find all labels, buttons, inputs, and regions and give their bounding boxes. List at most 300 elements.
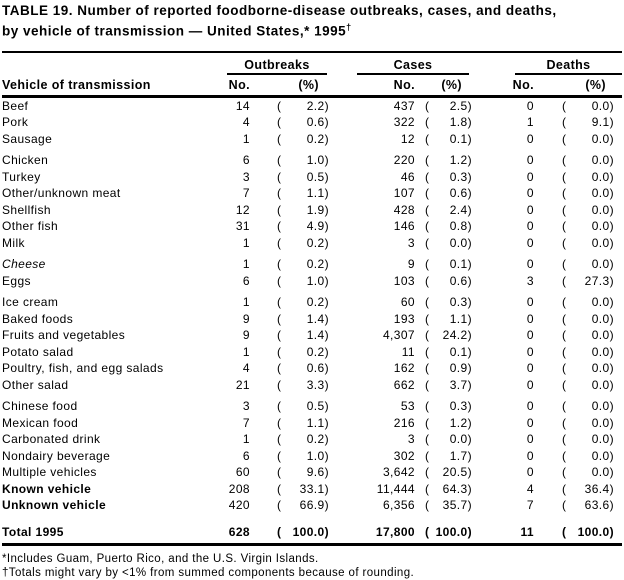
pct-text: 100.0) — [293, 524, 329, 541]
deaths-pct-value — [562, 311, 614, 328]
pct-text: 1.9) — [307, 202, 329, 219]
pct-text: 0.8) — [450, 218, 472, 235]
outbreaks-pct-cell — [250, 273, 329, 290]
deaths-no-cell: 7 — [472, 497, 534, 514]
pct-text: 0.0) — [592, 185, 614, 202]
open-paren: ( — [277, 185, 281, 202]
pct-text: 0.5) — [307, 398, 329, 415]
open-paren: ( — [425, 202, 429, 219]
outbreaks-pct-cell — [250, 169, 329, 186]
outbreaks-no-cell: 7 — [208, 185, 250, 202]
cases-pct-cell — [415, 415, 472, 432]
group-header-row — [2, 53, 622, 75]
open-paren: ( — [562, 360, 566, 377]
cases-no-cell: 3 — [329, 235, 415, 252]
pct-text: 1.4) — [307, 311, 329, 328]
pct-text: 0.0) — [592, 235, 614, 252]
pct-text: 0.1) — [450, 131, 472, 148]
deaths-pct-value — [562, 327, 614, 344]
cases-pct-cell — [415, 448, 472, 465]
open-paren: ( — [562, 448, 566, 465]
footnotes — [2, 553, 622, 580]
pct-text: 33.1) — [300, 481, 329, 498]
open-paren: ( — [277, 481, 281, 498]
cases-pct-cell — [415, 377, 472, 394]
pct-text: 3.7) — [450, 377, 472, 394]
outbreaks-no-cell: 4 — [208, 360, 250, 377]
row-label: Carbonated drink — [2, 431, 208, 448]
outbreaks-pct-cell — [250, 464, 329, 481]
open-paren: ( — [277, 218, 281, 235]
outbreaks-pct-value — [277, 98, 329, 115]
deaths-pct-value — [562, 169, 614, 186]
deaths-no-cell: 0 — [472, 169, 534, 186]
pct-text: 0.6) — [307, 360, 329, 377]
pct-text: 0.3) — [450, 294, 472, 311]
open-paren: ( — [562, 294, 566, 311]
cases-pct-cell — [415, 251, 472, 273]
open-paren: ( — [562, 398, 566, 415]
outbreaks-pct-value — [277, 218, 329, 235]
pct-text: 2.5) — [450, 98, 472, 115]
row-label: Ice cream — [2, 289, 208, 311]
outbreaks-pct-value — [277, 327, 329, 344]
cases-pct-value — [425, 431, 472, 448]
open-paren: ( — [562, 152, 566, 169]
pct-text: 2.2) — [307, 98, 329, 115]
deaths-pct-cell — [534, 311, 622, 328]
outbreaks-pct-cell — [250, 96, 329, 114]
outbreaks-pct-cell — [250, 448, 329, 465]
open-paren: ( — [562, 114, 566, 131]
cases-pct-cell — [415, 481, 472, 498]
open-paren: ( — [277, 464, 281, 481]
outbreaks-pct-cell — [250, 185, 329, 202]
pct-text: 0.0) — [592, 398, 614, 415]
open-paren: ( — [562, 202, 566, 219]
cases-pct-cell — [415, 431, 472, 448]
pct-text: 66.9) — [300, 497, 329, 514]
cases-pct-cell — [415, 360, 472, 377]
open-paren: ( — [562, 327, 566, 344]
outbreaks-pct-value — [277, 235, 329, 252]
pct-text: 0.5) — [307, 169, 329, 186]
open-paren: ( — [562, 344, 566, 361]
cases-no-cell: 437 — [329, 96, 415, 114]
table-row — [2, 185, 622, 202]
row-label: Turkey — [2, 169, 208, 186]
table-body — [2, 96, 622, 545]
open-paren: ( — [562, 235, 566, 252]
open-paren: ( — [562, 131, 566, 148]
cases-no-cell: 662 — [329, 377, 415, 394]
outbreaks-no-cell: 1 — [208, 344, 250, 361]
open-paren: ( — [425, 377, 429, 394]
outbreaks-pct-value — [277, 497, 329, 514]
deaths-no-cell: 0 — [472, 448, 534, 465]
cases-pct-value — [425, 152, 472, 169]
open-paren: ( — [425, 344, 429, 361]
deaths-pct-value — [562, 398, 614, 415]
open-paren: ( — [562, 98, 566, 115]
cases-pct-cell — [415, 327, 472, 344]
cases-pct-value — [425, 131, 472, 148]
cases-pct-cell — [415, 147, 472, 169]
row-label: Eggs — [2, 273, 208, 290]
total-row — [2, 514, 622, 545]
data-table — [2, 53, 622, 547]
cases-pct-value — [425, 344, 472, 361]
open-paren: ( — [425, 256, 429, 273]
deaths-no-cell: 0 — [472, 360, 534, 377]
outbreaks-pct-value — [277, 185, 329, 202]
deaths-pct-value — [562, 448, 614, 465]
cases-pct-cell — [415, 514, 472, 545]
cases-no-cell: 428 — [329, 202, 415, 219]
pct-text: 0.2) — [307, 235, 329, 252]
pct-text: 0.2) — [307, 431, 329, 448]
cases-pct-value — [425, 415, 472, 432]
pct-text: 1.1) — [307, 185, 329, 202]
table-row — [2, 114, 622, 131]
open-paren: ( — [277, 98, 281, 115]
cases-pct-cell — [415, 185, 472, 202]
outbreaks-no-cell: 6 — [208, 273, 250, 290]
outbreaks-pct-cell — [250, 202, 329, 219]
deaths-pct-value — [562, 497, 614, 514]
table-row — [2, 497, 622, 514]
deaths-pct-value — [562, 98, 614, 115]
outbreaks-pct-value — [277, 431, 329, 448]
open-paren: ( — [425, 360, 429, 377]
cases-pct-cell — [415, 273, 472, 290]
cases-pct-value — [425, 360, 472, 377]
deaths-pct-cell — [534, 464, 622, 481]
open-paren: ( — [425, 481, 429, 498]
row-label: Multiple vehicles — [2, 464, 208, 481]
open-paren: ( — [425, 169, 429, 186]
cases-pct-value — [425, 256, 472, 273]
deaths-pct-value — [562, 185, 614, 202]
cases-pct-cell — [415, 464, 472, 481]
outbreaks-pct-value — [277, 311, 329, 328]
pct-text: 0.0) — [592, 98, 614, 115]
row-label: Fruits and vegetables — [2, 327, 208, 344]
deaths-no-cell: 0 — [472, 251, 534, 273]
cases-no-cell: 3 — [329, 431, 415, 448]
footnote-dagger: †Totals might vary by <1% from summed components because of rounding. — [2, 567, 622, 580]
pct-text: 1.1) — [307, 415, 329, 432]
deaths-no-cell: 0 — [472, 202, 534, 219]
outbreaks-no-cell: 1 — [208, 251, 250, 273]
pct-text: 0.0) — [592, 131, 614, 148]
open-paren: ( — [425, 235, 429, 252]
outbreaks-no-cell: 12 — [208, 202, 250, 219]
table-row — [2, 218, 622, 235]
cases-pct-value — [425, 497, 472, 514]
cases-pct-value — [425, 114, 472, 131]
cases-pct-cell — [415, 393, 472, 415]
deaths-no-cell: 1 — [472, 114, 534, 131]
open-paren: ( — [277, 235, 281, 252]
outbreaks-no-cell: 1 — [208, 289, 250, 311]
row-label: Mexican food — [2, 415, 208, 432]
table-title-line2: by vehicle of transmission — United States,* 1995† — [2, 19, 622, 40]
pct-text: 0.2) — [307, 131, 329, 148]
deaths-pct-cell — [534, 185, 622, 202]
open-paren: ( — [277, 311, 281, 328]
open-paren: ( — [562, 256, 566, 273]
deaths-pct-value — [562, 202, 614, 219]
pct-text: 2.4) — [450, 202, 472, 219]
open-paren: ( — [425, 218, 429, 235]
cases-pct-value — [425, 377, 472, 394]
cases-pct-value — [425, 311, 472, 328]
cases-no-cell: 4,307 — [329, 327, 415, 344]
open-paren: ( — [425, 98, 429, 115]
table-row — [2, 131, 622, 148]
table-row — [2, 169, 622, 186]
outbreaks-no-cell: 1 — [208, 131, 250, 148]
outbreaks-pct-cell — [250, 514, 329, 545]
cases-pct-cell — [415, 497, 472, 514]
row-label: Nondairy beverage — [2, 448, 208, 465]
deaths-no-cell: 0 — [472, 185, 534, 202]
cases-pct-value — [425, 524, 472, 541]
table-row — [2, 360, 622, 377]
open-paren: ( — [562, 273, 566, 290]
pct-text: 0.1) — [450, 256, 472, 273]
open-paren: ( — [277, 327, 281, 344]
pct-text: 64.3) — [443, 481, 472, 498]
vehicle-column-header: Vehicle of transmission — [2, 75, 208, 97]
table-row — [2, 344, 622, 361]
deaths-pct-value — [562, 481, 614, 498]
outbreaks-pct-value — [277, 360, 329, 377]
open-paren: ( — [562, 377, 566, 394]
pct-text: 0.0) — [592, 256, 614, 273]
open-paren: ( — [425, 524, 429, 541]
pct-text: 0.9) — [450, 360, 472, 377]
deaths-no-cell: 0 — [472, 415, 534, 432]
outbreaks-no-header: No. — [208, 75, 250, 97]
pct-text: 1.0) — [307, 273, 329, 290]
row-label: Other fish — [2, 218, 208, 235]
deaths-no-cell: 0 — [472, 464, 534, 481]
outbreaks-pct-value — [277, 131, 329, 148]
deaths-no-header: No. — [472, 75, 534, 97]
group-header-cases: Cases — [329, 53, 472, 75]
table-row — [2, 327, 622, 344]
cases-pct-value — [425, 218, 472, 235]
outbreaks-no-cell: 9 — [208, 311, 250, 328]
outbreaks-pct-value — [277, 481, 329, 498]
pct-text: 0.2) — [307, 256, 329, 273]
open-paren: ( — [277, 415, 281, 432]
deaths-pct-cell — [534, 251, 622, 273]
open-paren: ( — [277, 131, 281, 148]
footnote-asterisk: *Includes Guam, Puerto Rico, and the U.S. Virgin Islands. — [2, 553, 622, 567]
deaths-no-cell: 0 — [472, 96, 534, 114]
cases-no-cell: 220 — [329, 147, 415, 169]
outbreaks-pct-header: (%) — [250, 75, 329, 97]
outbreaks-pct-cell — [250, 311, 329, 328]
cases-pct-value — [425, 273, 472, 290]
pct-text: 0.0) — [592, 202, 614, 219]
open-paren: ( — [425, 152, 429, 169]
open-paren: ( — [277, 169, 281, 186]
pct-text: 0.0) — [592, 294, 614, 311]
row-label: Pork — [2, 114, 208, 131]
cases-pct-cell — [415, 96, 472, 114]
cases-no-cell: 53 — [329, 393, 415, 415]
open-paren: ( — [425, 497, 429, 514]
pct-text: 0.1) — [450, 344, 472, 361]
pct-text: 0.3) — [450, 398, 472, 415]
row-label: Chicken — [2, 147, 208, 169]
table-row — [2, 273, 622, 290]
table-row — [2, 431, 622, 448]
deaths-pct-cell — [534, 514, 622, 545]
cases-no-cell: 302 — [329, 448, 415, 465]
pct-text: 0.0) — [592, 327, 614, 344]
deaths-pct-cell — [534, 360, 622, 377]
outbreaks-pct-cell — [250, 289, 329, 311]
row-label: Shellfish — [2, 202, 208, 219]
table-row — [2, 147, 622, 169]
cases-no-cell: 46 — [329, 169, 415, 186]
cases-no-cell: 216 — [329, 415, 415, 432]
outbreaks-no-cell: 628 — [208, 514, 250, 545]
pct-text: 1.0) — [307, 152, 329, 169]
cases-pct-value — [425, 398, 472, 415]
open-paren: ( — [425, 131, 429, 148]
open-paren: ( — [425, 464, 429, 481]
open-paren: ( — [425, 415, 429, 432]
cases-pct-value — [425, 481, 472, 498]
cases-no-cell: 146 — [329, 218, 415, 235]
outbreaks-pct-value — [277, 273, 329, 290]
cases-pct-value — [425, 448, 472, 465]
deaths-pct-cell — [534, 131, 622, 148]
deaths-pct-value — [562, 235, 614, 252]
pct-text: 0.3) — [450, 169, 472, 186]
cases-pct-cell — [415, 169, 472, 186]
table-row — [2, 202, 622, 219]
deaths-pct-header: (%) — [534, 75, 622, 97]
cases-no-cell: 17,800 — [329, 514, 415, 545]
deaths-pct-value — [562, 360, 614, 377]
deaths-no-cell: 11 — [472, 514, 534, 545]
deaths-pct-cell — [534, 147, 622, 169]
deaths-no-cell: 0 — [472, 218, 534, 235]
cases-pct-header: (%) — [415, 75, 472, 97]
outbreaks-pct-cell — [250, 235, 329, 252]
deaths-pct-cell — [534, 202, 622, 219]
pct-text: 0.0) — [592, 415, 614, 432]
cases-pct-value — [425, 464, 472, 481]
table-row — [2, 251, 622, 273]
outbreaks-pct-value — [277, 202, 329, 219]
deaths-pct-value — [562, 377, 614, 394]
open-paren: ( — [562, 481, 566, 498]
outbreaks-no-cell: 14 — [208, 96, 250, 114]
outbreaks-pct-cell — [250, 218, 329, 235]
outbreaks-pct-cell — [250, 131, 329, 148]
row-label: Potato salad — [2, 344, 208, 361]
open-paren: ( — [277, 202, 281, 219]
outbreaks-pct-value — [277, 152, 329, 169]
cases-no-cell: 60 — [329, 289, 415, 311]
group-header-outbreaks: Outbreaks — [208, 53, 329, 75]
cases-pct-value — [425, 169, 472, 186]
open-paren: ( — [562, 464, 566, 481]
cases-pct-value — [425, 202, 472, 219]
deaths-pct-value — [562, 415, 614, 432]
pct-text: 1.1) — [450, 311, 472, 328]
outbreaks-no-cell: 6 — [208, 147, 250, 169]
row-label: Beef — [2, 96, 208, 114]
cases-no-cell: 3,642 — [329, 464, 415, 481]
open-paren: ( — [562, 218, 566, 235]
pct-text: 1.2) — [450, 152, 472, 169]
open-paren: ( — [277, 497, 281, 514]
row-label: Baked foods — [2, 311, 208, 328]
cases-pct-cell — [415, 289, 472, 311]
table-row — [2, 289, 622, 311]
deaths-pct-cell — [534, 218, 622, 235]
deaths-pct-cell — [534, 393, 622, 415]
deaths-pct-cell — [534, 497, 622, 514]
open-paren: ( — [277, 273, 281, 290]
pct-text: 0.0) — [592, 169, 614, 186]
open-paren: ( — [277, 294, 281, 311]
pct-text: 3.3) — [307, 377, 329, 394]
open-paren: ( — [425, 398, 429, 415]
pct-text: 0.0) — [592, 431, 614, 448]
cases-pct-cell — [415, 218, 472, 235]
outbreaks-pct-cell — [250, 360, 329, 377]
pct-text: 100.0) — [436, 524, 472, 541]
open-paren: ( — [562, 169, 566, 186]
deaths-no-cell: 0 — [472, 327, 534, 344]
row-label: Total 1995 — [2, 514, 208, 545]
outbreaks-pct-value — [277, 169, 329, 186]
outbreaks-pct-cell — [250, 147, 329, 169]
outbreaks-pct-value — [277, 256, 329, 273]
outbreaks-no-cell: 4 — [208, 114, 250, 131]
table-row — [2, 448, 622, 465]
table-row — [2, 464, 622, 481]
deaths-no-cell: 4 — [472, 481, 534, 498]
pct-text: 100.0) — [578, 524, 614, 541]
row-label: Poultry, fish, and egg salads — [2, 360, 208, 377]
deaths-pct-value — [562, 114, 614, 131]
column-header-row — [2, 75, 622, 97]
open-paren: ( — [425, 327, 429, 344]
outbreaks-pct-cell — [250, 114, 329, 131]
table-row — [2, 481, 622, 498]
open-paren: ( — [277, 360, 281, 377]
deaths-pct-cell — [534, 96, 622, 114]
open-paren: ( — [562, 185, 566, 202]
deaths-pct-value — [562, 431, 614, 448]
open-paren: ( — [277, 152, 281, 169]
outbreaks-pct-cell — [250, 327, 329, 344]
pct-text: 35.7) — [443, 497, 472, 514]
deaths-no-cell: 0 — [472, 131, 534, 148]
outbreaks-no-cell: 420 — [208, 497, 250, 514]
